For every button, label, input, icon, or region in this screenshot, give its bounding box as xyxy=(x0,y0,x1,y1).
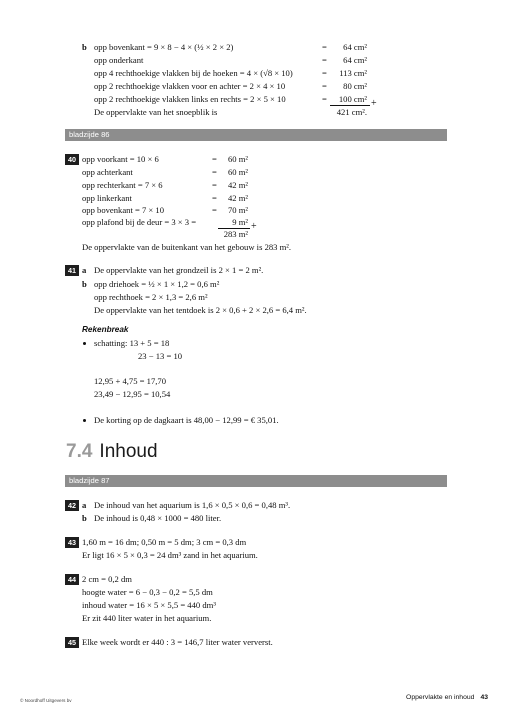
rekenbreak-line-3: 12,95 + 4,75 = 17,70 xyxy=(94,376,166,386)
q40-row-1-value: 60 m² xyxy=(227,154,248,164)
q45-text: Elke week wordt er 440 : 3 = 146,7 liter water ververst. xyxy=(82,637,273,647)
q42-part-a-text: De inhoud van het aquarium is 1,6 × 0,5 × 0,6 = 0,48 m³. xyxy=(94,500,291,510)
exercise-40-badge: 40 xyxy=(65,154,79,165)
b-total-value: 421 cm². xyxy=(336,107,367,117)
b-row-1-text: opp bovenkant = 9 × 8 − 4 × (½ × 2 × 2) xyxy=(94,42,234,52)
q40-row-6-value: 9 m² xyxy=(232,217,248,227)
exercise-45-badge: 45 xyxy=(65,637,79,648)
page-band-86 xyxy=(65,129,447,141)
exercise-41-badge: 41 xyxy=(65,265,79,276)
q44-line-4: Er zit 440 liter water in het aquarium. xyxy=(82,613,212,623)
exercise-42-badge: 42 xyxy=(65,500,79,511)
q44-line-3: inhoud water = 16 × 5 × 5,5 = 440 dm³ xyxy=(82,600,216,610)
rekenbreak-line-2: 23 − 13 = 10 xyxy=(138,351,183,361)
section-title: Inhoud xyxy=(99,441,158,462)
b-row-1-value: 64 cm² xyxy=(343,42,367,52)
q43-line-1: 1,60 m = 16 dm; 0,50 m = 5 dm; 3 cm = 0,3 dm xyxy=(82,537,247,547)
bullet-1 xyxy=(83,342,86,345)
page-band-86-text: bladzijde 86 xyxy=(69,130,110,139)
q41-b-line-2: opp rechthoek = 2 × 1,3 = 2,6 m² xyxy=(94,292,208,302)
q44-line-1: 2 cm = 0,2 dm xyxy=(82,574,132,584)
q40-row-4-value: 42 m² xyxy=(227,193,248,203)
q42-part-b-label: b xyxy=(82,513,87,523)
q40-row-3-value: 42 m² xyxy=(227,180,248,190)
exercise-43-badge: 43 xyxy=(65,537,79,548)
q40-row-2-value: 60 m² xyxy=(227,167,248,177)
section-heading xyxy=(66,439,158,465)
q40-row-3-text: opp rechterkant = 7 × 6 xyxy=(82,180,163,190)
q40-row-2-text: opp achterkant xyxy=(82,167,133,177)
q42-part-a-label: a xyxy=(82,500,87,510)
b-row-2-value: 64 cm² xyxy=(343,55,367,65)
b-row-5-value: 100 cm² xyxy=(338,94,367,104)
section-number: 7.4 xyxy=(66,441,93,462)
q40-row-4-text: opp linkerkant xyxy=(82,193,132,203)
b-row-3-eq: = xyxy=(322,68,327,78)
q40-sum-value: 283 m² xyxy=(223,229,248,239)
q41-b-line-3: De oppervlakte van het tentdoek is 2 × 0,6 + 2 × 2,6 = 6,4 m². xyxy=(94,305,307,315)
b-plus-sign: + xyxy=(371,98,377,109)
q40-plus-sign: + xyxy=(251,221,257,232)
exercise-44-badge: 44 xyxy=(65,574,79,585)
q43-line-2: Er ligt 16 × 5 × 0,3 = 24 dm³ zand in het aquarium. xyxy=(82,550,258,560)
q40-row-4-eq: = xyxy=(212,193,217,203)
b-row-3-text: opp 4 rechthoekige vlakken bij de hoeken = 4 × (√8 × 10) xyxy=(94,68,293,78)
page-number: 43 xyxy=(480,694,488,701)
q41-part-a-label: a xyxy=(82,265,87,275)
b-row-4-text: opp 2 rechthoekige vlakken voor en achter = 2 × 4 × 10 xyxy=(94,81,286,91)
b-row-5-text: opp 2 rechthoekige vlakken links en rechts = 2 × 5 × 10 xyxy=(94,94,286,104)
q44-line-2: hoogte water = 6 − 0,3 − 0,2 = 5,5 dm xyxy=(82,587,213,597)
rekenbreak-line-1: schatting: 13 + 5 = 18 xyxy=(94,338,170,348)
footer-copyright: © Noordhoff Uitgevers bv xyxy=(20,698,72,703)
rekenbreak-line-4: 23,49 − 12,95 = 10,54 xyxy=(94,389,171,399)
q40-row-3-eq: = xyxy=(212,180,217,190)
b-row-2-text: opp onderkant xyxy=(94,55,144,65)
q41-b-line-1: opp driehoek = ½ × 1 × 1,2 = 0,6 m² xyxy=(94,279,220,289)
q40-row-2-eq: = xyxy=(212,167,217,177)
b-row-4-eq: = xyxy=(322,81,327,91)
q40-row-5-value: 70 m² xyxy=(227,205,248,215)
b-sum-line xyxy=(330,105,370,106)
q41-part-a-text: De oppervlakte van het grondzeil is 2 × 1 = 2 m². xyxy=(94,265,264,275)
footer-right xyxy=(406,694,488,702)
b-row-4-value: 80 cm² xyxy=(343,81,367,91)
b-total-label: De oppervlakte van het snoepblik is xyxy=(94,107,218,117)
q40-row-6-text: opp plafond bij de deur = 3 × 3 = xyxy=(82,217,197,227)
q42-part-b-text: De inhoud is 0,48 × 1000 = 480 liter. xyxy=(94,513,222,523)
q40-conclusion: De oppervlakte van de buitenkant van het gebouw is 283 m². xyxy=(82,242,292,252)
q41-part-b-label: b xyxy=(82,279,87,289)
bullet-2 xyxy=(83,419,86,422)
footer-chapter-title: Oppervlakte en inhoud xyxy=(406,694,475,701)
b-row-1-eq: = xyxy=(322,42,327,52)
rekenbreak-title: Rekenbreak xyxy=(82,325,129,334)
b-row-3-value: 113 cm² xyxy=(339,68,367,78)
part-b-label: b xyxy=(82,42,87,52)
page-band-87-text: bladzijde 87 xyxy=(69,476,110,485)
q40-row-1-text: opp voorkant = 10 × 6 xyxy=(82,154,159,164)
b-row-5-eq: = xyxy=(322,94,327,104)
q40-row-5-text: opp bovenkant = 7 × 10 xyxy=(82,205,165,215)
rekenbreak-line-5: De korting op de dagkaart is 48,00 − 12,99 = € 35,01. xyxy=(94,415,279,425)
q40-row-5-eq: = xyxy=(212,205,217,215)
b-row-2-eq: = xyxy=(322,55,327,65)
page-band-87 xyxy=(65,475,447,487)
q40-row-1-eq: = xyxy=(212,154,217,164)
